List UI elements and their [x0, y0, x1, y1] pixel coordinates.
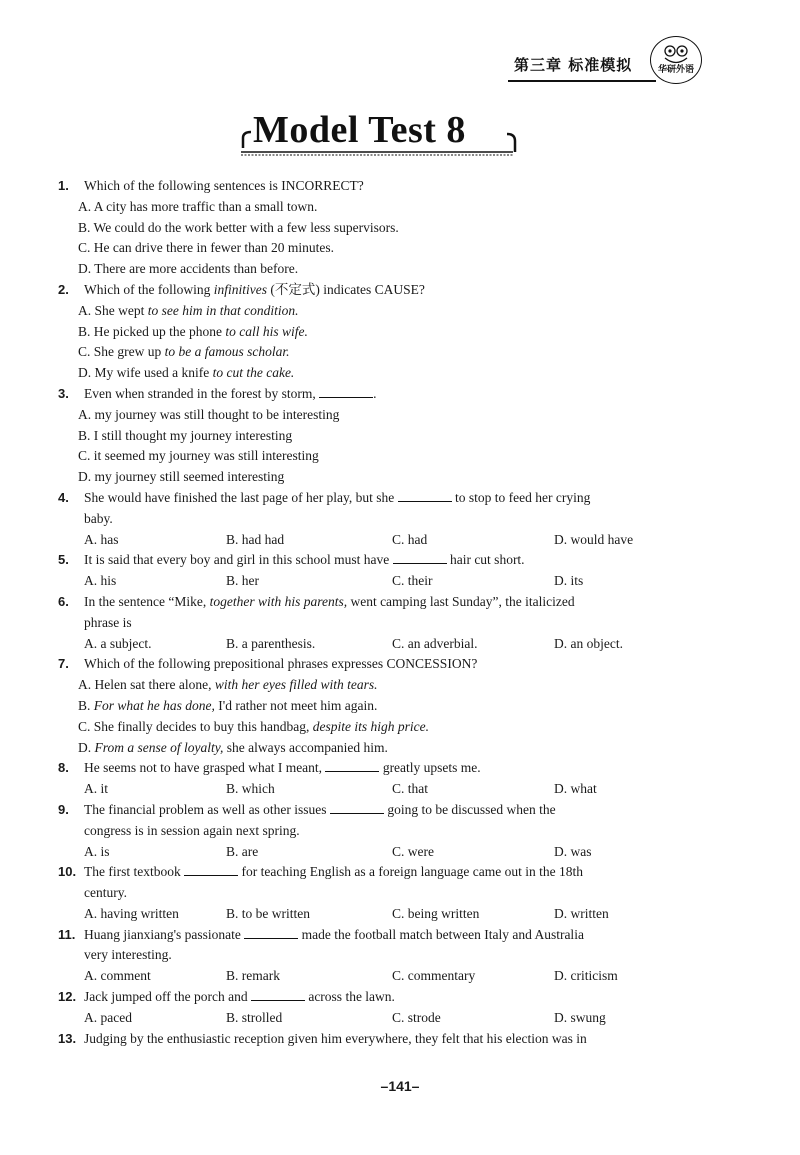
question-6: [58, 592, 712, 654]
question-text: Judging by the enthusiastic reception given him everywhere, they felt that his election was in: [84, 1030, 587, 1046]
answer-blank: [325, 759, 379, 772]
option-row: [58, 634, 712, 655]
option-row: [58, 904, 712, 925]
chapter-header: [500, 36, 705, 84]
question-number: 5.: [58, 552, 69, 568]
answer-blank: [251, 988, 305, 1001]
frog-mascot-icon: [651, 37, 701, 83]
option-c: C. their: [392, 573, 433, 589]
option-row: [58, 530, 712, 551]
option-c: C. commentary: [392, 968, 476, 984]
question-text-continued: century.: [84, 885, 127, 901]
question-7: [58, 654, 712, 758]
question-text: Huang jianxiang's passionate made the football match between Italy and Australia: [84, 926, 584, 942]
option-row: [58, 842, 712, 863]
question-number: 3.: [58, 385, 69, 401]
option-a: A. She wept to see him in that condition.: [78, 302, 299, 318]
option-row: [58, 779, 712, 800]
question-5: [58, 550, 712, 592]
option-c: C. She finally decides to buy this handbag, despite its high price.: [78, 718, 429, 734]
option-d: D. criticism: [554, 968, 618, 984]
option-a: A. has: [84, 531, 119, 547]
question-text-continued: phrase is: [84, 614, 132, 630]
option-b: B. her: [226, 573, 259, 589]
option-a: A. my journey was still thought to be interesting: [78, 406, 340, 422]
option-d: D. written: [554, 905, 609, 921]
option-c: C. being written: [392, 905, 480, 921]
option-b: B. He picked up the phone to call his wife.: [78, 323, 308, 339]
question-number: 10.: [58, 864, 77, 880]
question-13: [58, 1029, 712, 1050]
test-title-banner: [237, 108, 519, 158]
option-a: A. comment: [84, 968, 151, 984]
question-2: [58, 280, 712, 384]
question-text: Jack jumped off the porch and across the lawn.: [84, 989, 395, 1005]
answer-blank: [184, 863, 238, 876]
question-number: 2.: [58, 281, 69, 297]
option-b: B. to be written: [226, 905, 310, 921]
question-text-continued: very interesting.: [84, 947, 172, 963]
page-number: –141–: [380, 1078, 420, 1094]
option-d: D. what: [554, 781, 597, 797]
option-b: B. are: [226, 843, 259, 859]
option-row: [58, 1008, 712, 1029]
publisher-logo: [650, 36, 702, 84]
option-a: A. it: [84, 781, 109, 797]
question-text-continued: congress is in session again next spring.: [84, 822, 300, 838]
option-c: C. that: [392, 781, 428, 797]
question-text: In the sentence “Mike, together with his parents, went camping last Sunday”, the italicized: [84, 593, 575, 609]
question-text: He seems not to have grasped what I meant, greatly upsets me.: [84, 760, 481, 776]
option-a: A. Helen sat there alone, with her eyes filled with tears.: [78, 677, 378, 693]
option-b: B. remark: [226, 968, 280, 984]
header-divider: [508, 80, 656, 82]
question-number: 8.: [58, 760, 69, 776]
option-a: A. a subject.: [84, 635, 152, 651]
question-text: The first textbook for teaching English as a foreign language came out in the 18th: [84, 864, 583, 880]
option-b: B. I still thought my journey interesting: [78, 427, 293, 443]
option-c: C. She grew up to be a famous scholar.: [78, 344, 290, 360]
question-text-continued: baby.: [84, 510, 113, 526]
option-a: A. is: [84, 843, 110, 859]
question-10: [58, 862, 712, 924]
question-3: [58, 384, 712, 488]
question-list: [58, 176, 712, 1049]
option-d: D. its: [554, 573, 584, 589]
option-b: B. strolled: [226, 1009, 283, 1025]
logo-text: 华研外语: [657, 65, 694, 75]
chapter-title: 第三章 标准模拟: [514, 56, 633, 74]
option-d: D. my journey still seemed interesting: [78, 469, 285, 485]
option-c: C. He can drive there in fewer than 20 minutes.: [78, 240, 335, 256]
question-number: 12.: [58, 989, 77, 1005]
question-text: It is said that every boy and girl in this school must have hair cut short.: [84, 552, 525, 568]
answer-blank: [393, 551, 447, 564]
option-b: B. had had: [226, 531, 285, 547]
option-a: A. A city has more traffic than a small town.: [78, 198, 318, 214]
question-text: Which of the following prepositional phrases expresses CONCESSION?: [84, 656, 478, 672]
option-c: C. were: [392, 843, 434, 859]
option-d: D. My wife used a knife to cut the cake.: [78, 365, 295, 381]
question-number: 6.: [58, 593, 69, 609]
option-d: D. would have: [554, 531, 634, 547]
option-a: A. having written: [84, 905, 179, 921]
question-number: 11.: [58, 926, 76, 942]
question-1: [58, 176, 712, 280]
question-number: 9.: [58, 801, 69, 817]
question-text: Even when stranded in the forest by storm, .: [84, 385, 377, 401]
option-b: B. For what he has done, I'd rather not meet him again.: [78, 697, 378, 713]
answer-blank: [330, 801, 384, 814]
option-b: B. a parenthesis.: [226, 635, 316, 651]
question-8: [58, 758, 712, 800]
option-d: D. There are more accidents than before.: [78, 261, 299, 277]
option-b: B. We could do the work better with a few less supervisors.: [78, 219, 399, 235]
question-number: 13.: [58, 1030, 77, 1046]
question-text: Which of the following infinitives (不定式) indicates CAUSE?: [84, 281, 425, 297]
question-9: [58, 800, 712, 862]
option-row: [58, 966, 712, 987]
test-title: Model Test 8: [253, 109, 466, 151]
question-11: [58, 925, 712, 987]
option-a: A. paced: [84, 1009, 132, 1025]
question-4: [58, 488, 712, 550]
question-number: 7.: [58, 656, 69, 672]
question-text: She would have finished the last page of her play, but she to stop to feed her crying: [84, 489, 591, 505]
option-c: C. strode: [392, 1009, 441, 1025]
question-number: 4.: [58, 489, 69, 505]
answer-blank: [244, 926, 298, 939]
question-text: The financial problem as well as other issues going to be discussed when the: [84, 801, 556, 817]
answer-blank: [398, 489, 452, 502]
question-12: [58, 987, 712, 1029]
option-a: A. his: [84, 573, 117, 589]
option-c: C. it seemed my journey was still interesting: [78, 448, 319, 464]
option-c: C. had: [392, 531, 428, 547]
answer-blank: [319, 385, 373, 398]
question-text: Which of the following sentences is INCORRECT?: [84, 178, 364, 193]
option-d: D. was: [554, 843, 592, 859]
question-number: 1.: [58, 178, 69, 193]
option-c: C. an adverbial.: [392, 635, 478, 651]
option-d: D. swung: [554, 1009, 606, 1025]
option-b: B. which: [226, 781, 275, 797]
option-d: D. an object.: [554, 635, 623, 651]
option-row: [58, 571, 712, 592]
option-d: D. From a sense of loyalty, she always accompanied him.: [78, 739, 388, 755]
